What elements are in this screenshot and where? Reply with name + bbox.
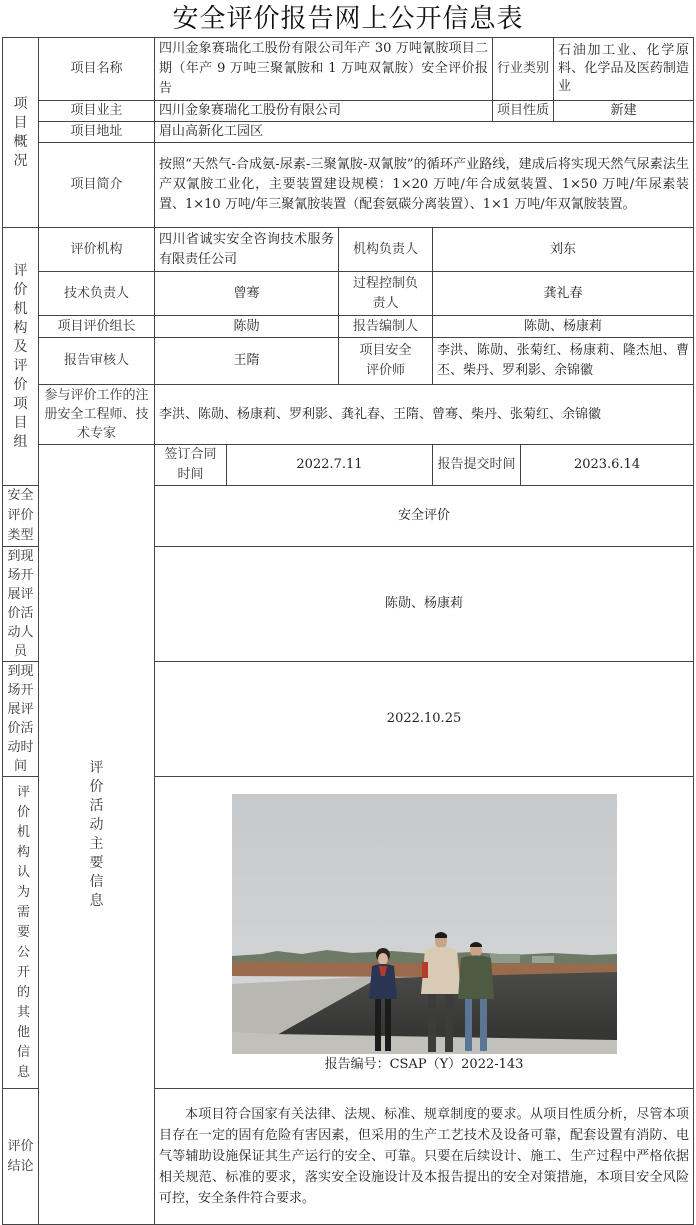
onsite-time-label: 到现场开展评价活动时间	[3, 662, 39, 777]
contract-time-value: 2022.7.11	[227, 445, 433, 486]
submit-time-label: 报告提交时间	[433, 445, 521, 486]
industry-label: 行业类别	[493, 38, 554, 101]
project-name-label: 项目名称	[39, 38, 155, 101]
project-name: 四川金象赛瑞化工股份有限公司年产 30 万吨氰胺项目二期（年产 9 万吨三聚氰胺和 1 万吨双氰胺）安全评价报告	[155, 38, 493, 101]
experts-label: 参与评价工作的注册安全工程师、技术专家	[39, 385, 155, 445]
submit-time-value: 2023.6.14	[521, 445, 694, 486]
assessors-value: 李洪、陈勋、张菊红、杨康莉、隆杰旭、曹丕、柴丹、罗利影、余锦徽	[433, 338, 694, 385]
author-label: 报告编制人	[339, 316, 433, 338]
tech-head-label: 技术负责人	[39, 272, 155, 316]
eval-type-label: 安全评价类型	[3, 486, 39, 547]
onsite-time-value: 2022.10.25	[155, 662, 694, 777]
contract-time-label: 签订合同时间	[155, 445, 227, 486]
onsite-people-label: 到现场开展评价活动人员	[3, 547, 39, 662]
org-head-value: 刘东	[433, 228, 694, 272]
page-title: 安全评价报告网上公开信息表	[172, 4, 524, 34]
tech-head-value: 曾骞	[155, 272, 339, 316]
nature-label: 项目性质	[493, 101, 554, 122]
assessors-label: 项目安全评价师	[339, 338, 433, 385]
process-head-value: 龚礼春	[433, 272, 694, 316]
report-number: 报告编号：CSAP（Y）2022-143	[324, 1056, 524, 1072]
leader-value: 陈勋	[155, 316, 339, 338]
eval-type-value: 安全评价	[155, 486, 694, 547]
section-overview-label: 项目概况	[3, 38, 39, 228]
org-head-label: 机构负责人	[339, 228, 433, 272]
conclusion-label: 评价结论	[3, 1089, 39, 1225]
section-activity-label: 评价活动主要信息	[39, 445, 155, 1225]
site-photo	[232, 794, 617, 1054]
intro-value: 按照“天然气-合成氨-尿素-三聚氰胺-双氰胺”的循环产业路线，建成后将实现天然气尿素法生产双氰胺工业化，主要装置建设规模：1×20 万吨/年合成氨装置、1×50 万吨/年尿素装置、1×10 万吨/年三聚氰胺装置（配套氨碳分离装置）、1×1 万吨/年双氰胺装置。	[155, 143, 694, 228]
org-label: 评价机构	[39, 228, 155, 272]
other-info-label: 评价机构认为需要公开的其他信息	[3, 777, 39, 1089]
address-value: 眉山高新化工园区	[155, 122, 694, 143]
conclusion-value: 本项目符合国家有关法律、法规、标准、规章制度的要求。从项目性质分析，尽管本项目存在一定的固有危险有害因素，但采用的生产工艺技术及设备可靠，配套设置有消防、电气等辅助设施保证其生产运行的安全、可靠。只要在后续设计、施工、生产过程中严格依据相关规范、标准的要求，落实安全设施设计及本报告提出的安全对策措施，本项目安全风险可控，安全条件符合要求。	[155, 1089, 694, 1225]
other-info-cell	[155, 777, 694, 1089]
reviewer-label: 报告审核人	[39, 338, 155, 385]
address-label: 项目地址	[39, 122, 155, 143]
intro-label: 项目简介	[39, 143, 155, 228]
section-agency-label: 评价机构及评价项目组	[3, 228, 39, 486]
org-value: 四川省诚实安全咨询技术服务有限责任公司	[155, 228, 339, 272]
industry-value: 石油加工业、化学原料、化学品及医药制造业	[554, 38, 694, 101]
reviewer-value: 王隋	[155, 338, 339, 385]
onsite-people-value: 陈勋、杨康莉	[155, 547, 694, 662]
process-head-label: 过程控制负责人	[339, 272, 433, 316]
author-value: 陈勋、杨康莉	[433, 316, 694, 338]
owner-value: 四川金象赛瑞化工股份有限公司	[155, 101, 493, 122]
leader-label: 项目评价组长	[39, 316, 155, 338]
info-table	[2, 37, 694, 1225]
nature-value: 新建	[554, 101, 694, 122]
owner-label: 项目业主	[39, 101, 155, 122]
experts-value: 李洪、陈勋、杨康莉、罗利影、龚礼春、王隋、曾骞、柴丹、张菊红、余锦徽	[155, 385, 694, 445]
